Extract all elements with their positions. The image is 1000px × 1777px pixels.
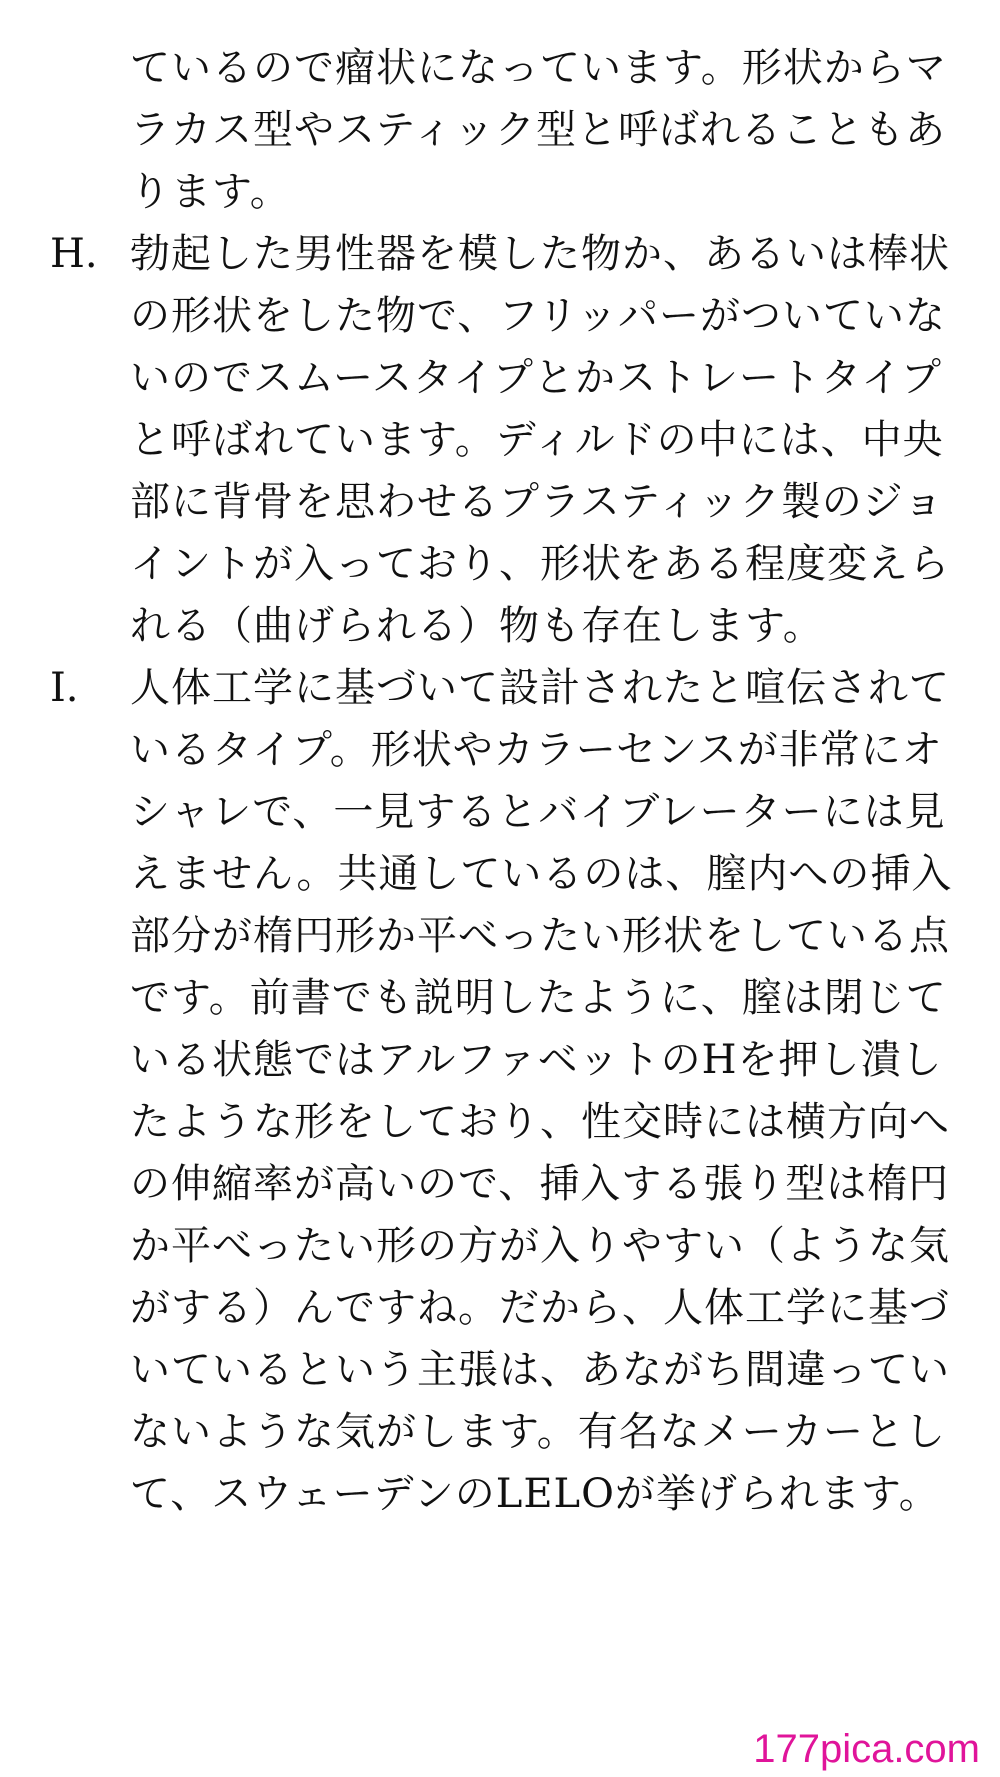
text-line: と呼ばれています。ディルドの中には、中央 bbox=[130, 417, 944, 463]
list-marker-h: H. bbox=[50, 231, 98, 277]
text-line: 勃起した男性器を模した物か、あるいは棒状 bbox=[130, 231, 950, 277]
text-line: たような形をしており、性交時には横方向へ bbox=[130, 1099, 950, 1145]
text-line: れる（曲げられる）物も存在します。 bbox=[130, 603, 824, 649]
text-line: 人体工学に基づいて設計されたと喧伝されて bbox=[130, 665, 950, 711]
text-line: ているので瘤状になっています。形状からマ bbox=[130, 45, 947, 91]
watermark: 177pica.com bbox=[753, 1727, 980, 1771]
text-line: ないような気がします。有名なメーカーとし bbox=[130, 1409, 946, 1455]
list-marker-i: I. bbox=[50, 665, 79, 711]
text-line: いのでスムースタイプとかストレートタイプ bbox=[130, 355, 942, 401]
text-line: ラカス型やスティック型と呼ばれることもあ bbox=[130, 107, 946, 153]
text-line: えません。共通しているのは、膣内への挿入 bbox=[130, 851, 953, 897]
text-line: いる状態ではアルファベットのHを押し潰し bbox=[130, 1037, 943, 1083]
text-line: ります。 bbox=[130, 169, 291, 215]
text-line: か平べったい形の方が入りやすい（ような気 bbox=[130, 1223, 950, 1269]
text-line: いるタイプ。形状やカラーセンスが非常にオ bbox=[130, 727, 943, 773]
text-line: 部に背骨を思わせるプラスティック製のジョ bbox=[130, 479, 944, 525]
text-line: て、スウェーデンのLELOが挙げられます。 bbox=[130, 1471, 940, 1517]
text-line: の形状をした物で、フリッパーがついていな bbox=[130, 293, 946, 339]
text-line: シャレで、一見するとバイブレーターには見 bbox=[130, 789, 946, 835]
text-line: です。前書でも説明したように、膣は閉じて bbox=[130, 975, 947, 1021]
text-line: がする）んですね。だから、人体工学に基づ bbox=[130, 1285, 950, 1331]
text-line: いているという主張は、あながち間違ってい bbox=[130, 1347, 950, 1393]
text-line: イントが入っており、形状をある程度変えら bbox=[130, 541, 950, 587]
text-line: の伸縮率が高いので、挿入する張り型は楕円 bbox=[130, 1161, 950, 1207]
text-line: 部分が楕円形か平べったい形状をしている点 bbox=[130, 913, 950, 959]
